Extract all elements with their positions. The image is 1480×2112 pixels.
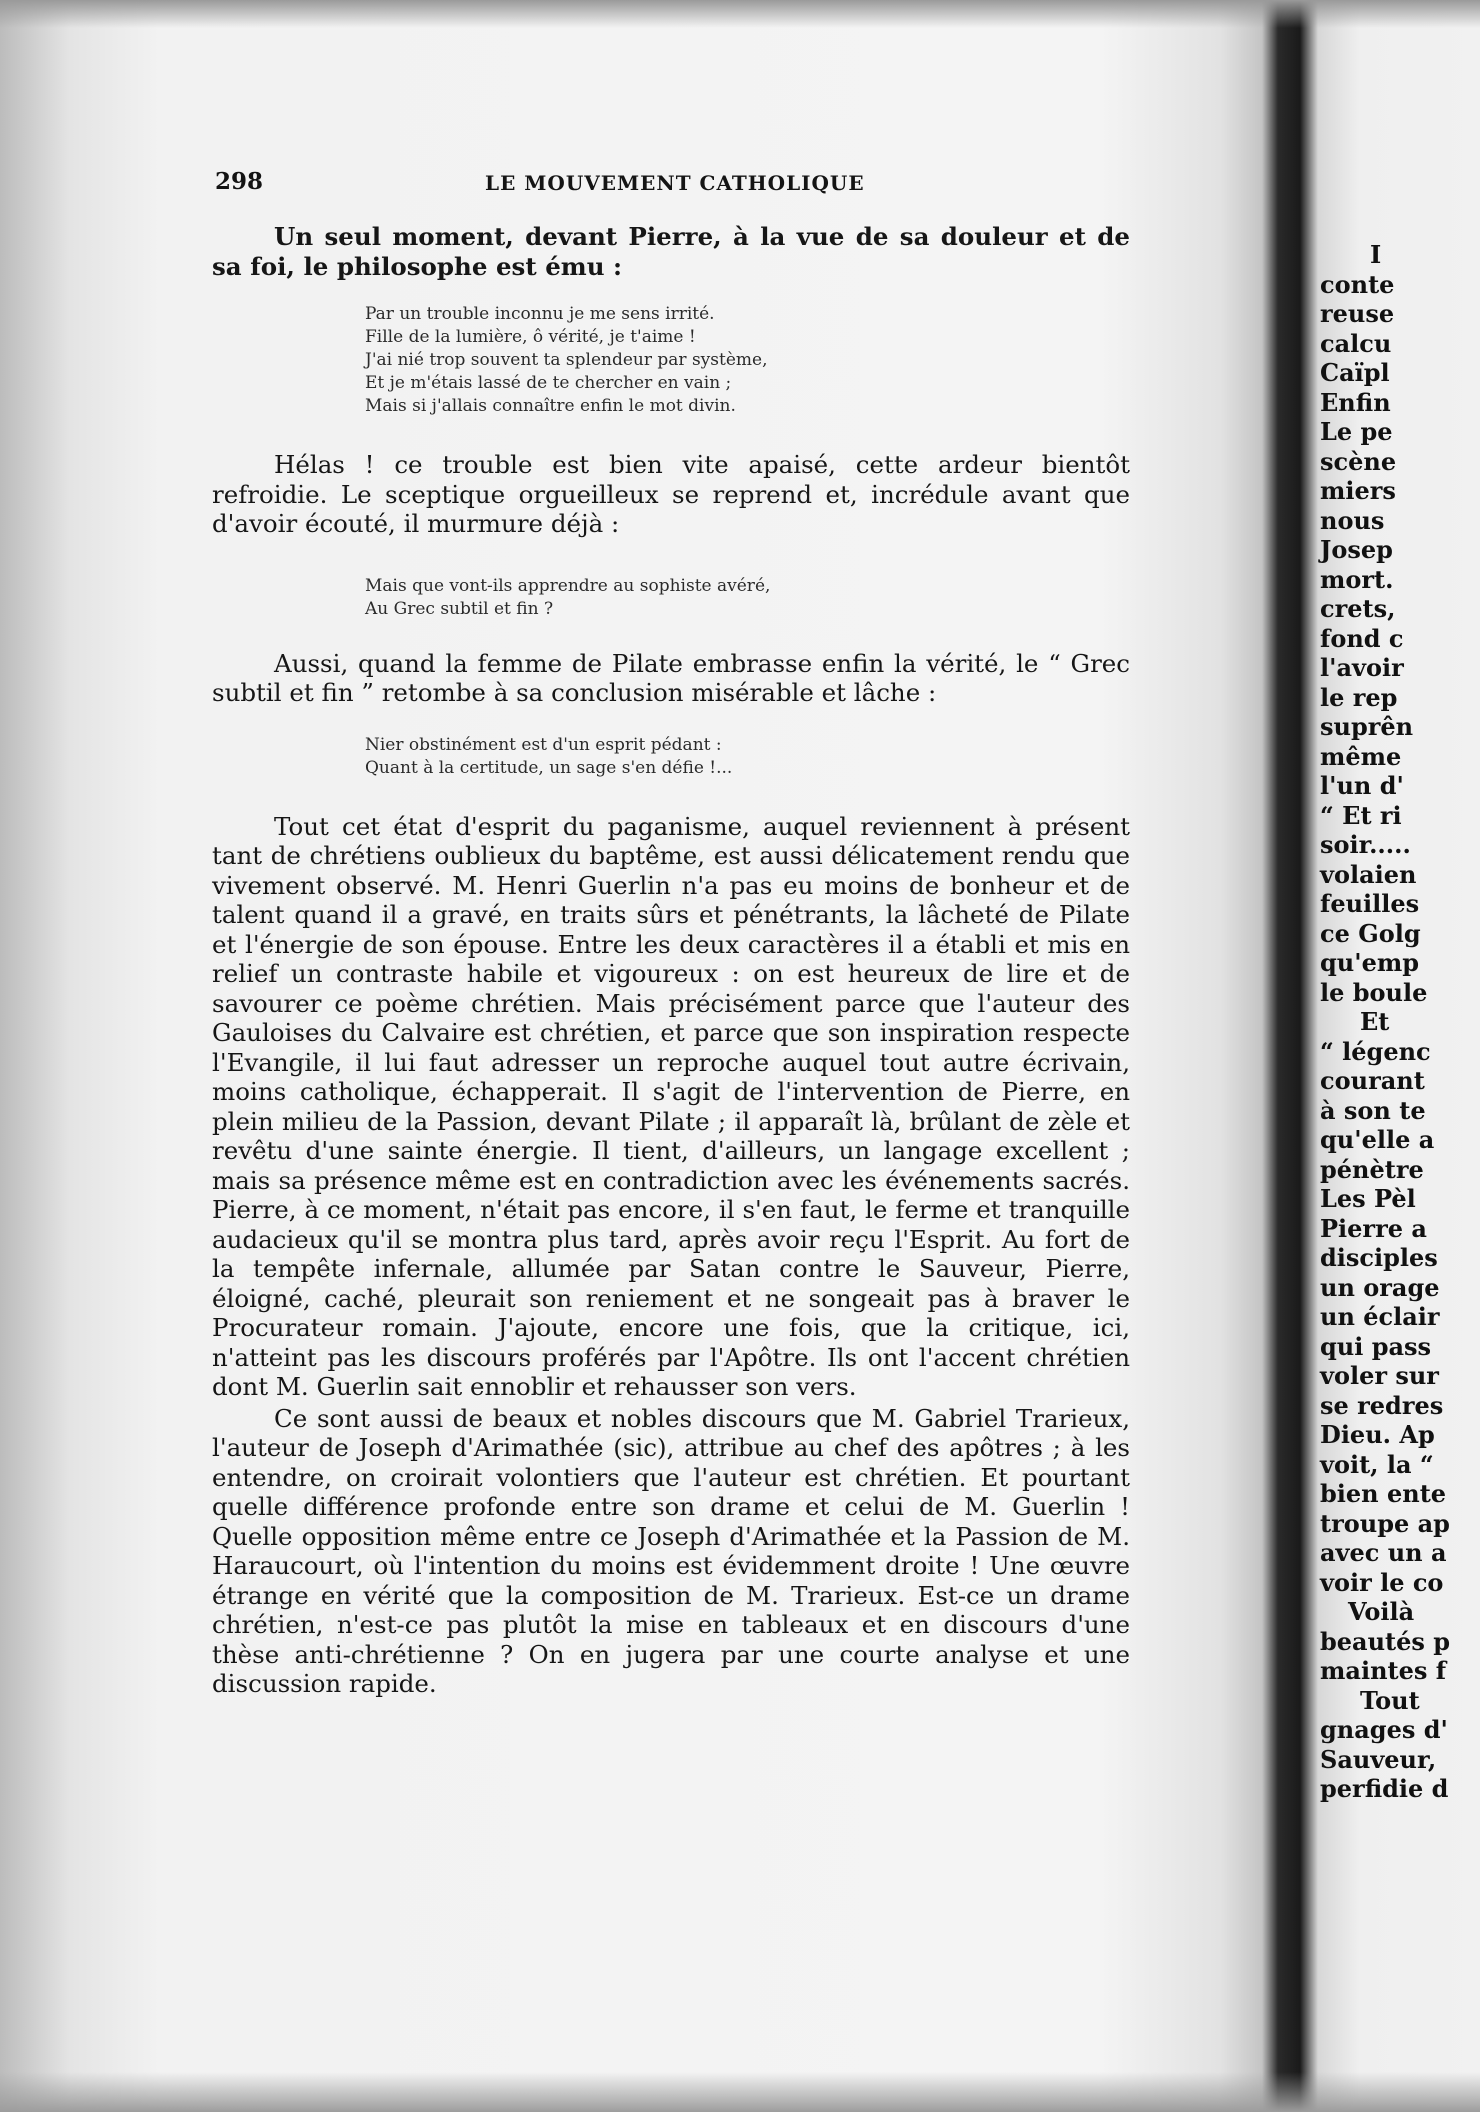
right-page-line: crets, bbox=[1320, 594, 1396, 623]
right-page-line: se redres bbox=[1320, 1390, 1444, 1420]
right-page-line: voit, la “ bbox=[1320, 1449, 1434, 1479]
right-page-lines bbox=[1320, 240, 1480, 1804]
right-page-line: Et bbox=[1360, 1007, 1390, 1036]
right-page-line: le rep bbox=[1320, 682, 1398, 712]
verse-line: Nier obstinément est d'un esprit pédant : bbox=[365, 734, 722, 755]
right-page-line: Voilà bbox=[1348, 1597, 1415, 1626]
right-page-line: beautés p bbox=[1320, 1626, 1451, 1656]
right-page-line: Le pe bbox=[1320, 417, 1393, 446]
right-page-line: voir le co bbox=[1320, 1567, 1444, 1597]
right-page-line: Les Pèl bbox=[1320, 1184, 1416, 1213]
right-page-line: mort. bbox=[1320, 564, 1394, 594]
right-page-line: qu'emp bbox=[1320, 948, 1420, 977]
right-page-line: miers bbox=[1320, 476, 1396, 505]
right-page-line: nous bbox=[1320, 505, 1385, 535]
verse-line: J'ai nié trop souvent ta splendeur par système, bbox=[365, 350, 768, 370]
right-page-line: Caïpl bbox=[1320, 358, 1390, 387]
paragraph-5: Ce sont aussi de beaux et nobles discours que M. Gabriel Trarieux, l'auteur de Joseph d'Arimathée (sic), attribue au chef des apôtres ; à les entendre, on croirait volontiers que l'auteur est chrétien. Et pourtant quelle différence profonde entre son drame et celui de M. Guerlin ! Quelle opposition même entre ce Joseph d'Arimathée et la Passion de M. Haraucourt, où l'intention du moins est évidemment droite ! Une œuvre étrange en vérité que la composition de M. Trarieux. Est-ce un drame chrétien, n'est-ce pas plutôt la mise en tableaux et en discours d'une thèse anti-chrétienne ? On en jugera par une courte analyse et une discussion rapide. bbox=[212, 1403, 1130, 1698]
bottom-edge-shadow bbox=[0, 2072, 1480, 2112]
verse-line: Mais si j'allais connaître enfin le mot divin. bbox=[365, 396, 736, 416]
right-page-line: volaien bbox=[1320, 859, 1417, 889]
verse-line: Quant à la certitude, un sage s'en défie !... bbox=[365, 757, 733, 778]
right-page-line: fond c bbox=[1320, 623, 1404, 653]
right-page-line: Pierre a bbox=[1320, 1213, 1427, 1243]
right-page-line: le boule bbox=[1320, 977, 1428, 1007]
paragraph-4: Tout cet état d'esprit du paganisme, auquel reviennent à présent tant de chrétiens oublieux du baptême, est aussi délicatement rendu que vivement observé. M. Henri Guerlin n'a pas eu moins de bonheur et de talent quand il a gravé, en traits sûrs et pénétrants, la lâcheté de Pilate et l'énergie de son épouse. Entre les deux caractères il a établi et mis en relief un contraste habile et vigoureux : on est heureux de lire et de savourer ce poème chrétien. Mais précisément parce que l'auteur des Gauloises du Calvaire est chrétien, et parce que son inspiration respecte l'Evangile, il lui faut adresser un reproche auquel tout autre écrivain, moins catholique, échapperait. Il s'agit de l'intervention de Pierre, en plein milieu de la Passion, devant Pilate ; il apparaît là, brûlant de zèle et revêtu d'une sainte énergie. Il tient, d'ailleurs, un langage excellent ; mais sa présence même est en contradiction avec les événements sacrés. Pierre, à ce moment, n'était pas encore, il s'en faut, le ferme et tranquille audacieux qu'il se montra plus tard, après avoir reçu l'Esprit. Au fort de la tempête infernale, allumée par Satan contre le Sauveur, Pierre, éloigné, caché, pleurait son reniement et ne songeait pas à braver le Procurateur romain. J'ajoute, encore une fois, que la critique, ici, n'atteint pas les discours proférés par l'Apôtre. Ils ont l'accent chrétien dont M. Guerlin sait ennoblir et rehausser son vers. bbox=[212, 811, 1130, 1401]
right-page-line: “ Et ri bbox=[1320, 800, 1402, 830]
right-page-line: qui pass bbox=[1320, 1331, 1432, 1361]
right-page-line: maintes f bbox=[1320, 1656, 1447, 1685]
verse-block-1 bbox=[365, 303, 1130, 418]
right-page-line: un orage bbox=[1320, 1272, 1440, 1302]
right-page-line: suprên bbox=[1320, 712, 1414, 741]
page-body bbox=[212, 222, 1130, 1699]
verse-line: Fille de la lumière, ô vérité, je t'aime ! bbox=[365, 327, 696, 347]
right-page-line: Dieu. Ap bbox=[1320, 1420, 1435, 1449]
right-page-line: à son te bbox=[1320, 1095, 1426, 1125]
right-page-line: disciples bbox=[1320, 1243, 1438, 1272]
right-page-line: calcu bbox=[1320, 328, 1392, 358]
right-page-line: Enfin bbox=[1320, 387, 1391, 417]
right-page-line: même bbox=[1320, 741, 1402, 771]
verse-block-2 bbox=[365, 575, 1130, 621]
verse-line: Mais que vont-ils apprendre au sophiste avéré, bbox=[365, 575, 771, 596]
right-page-line: I bbox=[1370, 240, 1382, 269]
right-page-line: voler sur bbox=[1320, 1361, 1439, 1390]
right-page-line: bien ente bbox=[1320, 1479, 1447, 1508]
right-page-line: avec un a bbox=[1320, 1538, 1447, 1567]
right-page-line: scène bbox=[1320, 446, 1397, 476]
right-page-line: perfidie d bbox=[1320, 1774, 1449, 1803]
right-page-line: “ légenc bbox=[1320, 1036, 1431, 1066]
right-page-line: gnages d' bbox=[1320, 1715, 1448, 1744]
right-page-line: conte bbox=[1320, 269, 1395, 299]
right-page-line: un éclair bbox=[1320, 1302, 1440, 1331]
right-page-line: troupe ap bbox=[1320, 1508, 1450, 1538]
right-page-line: l'avoir bbox=[1320, 653, 1404, 682]
verse-block-3 bbox=[365, 734, 1130, 780]
paragraph-1: Un seul moment, devant Pierre, à la vue de sa douleur et de sa foi, le philosophe est ému : bbox=[212, 222, 1130, 281]
right-page-line: Tout bbox=[1360, 1685, 1420, 1715]
right-page-line: feuilles bbox=[1320, 889, 1420, 918]
right-page-line: reuse bbox=[1320, 299, 1395, 328]
page-header bbox=[215, 168, 1135, 198]
page-number: 298 bbox=[215, 168, 264, 195]
right-page-line: ce Golg bbox=[1320, 918, 1421, 948]
paragraph-2: Hélas ! ce trouble est bien vite apaisé, cette ardeur bientôt refroidie. Le sceptique orgueilleux se reprend et, incrédule avant que d'avoir écouté, il murmure déjà : bbox=[212, 450, 1130, 538]
right-page-line: qu'elle a bbox=[1320, 1125, 1435, 1154]
running-title: LE MOUVEMENT CATHOLIQUE bbox=[485, 171, 865, 195]
right-page-line: soir..... bbox=[1320, 830, 1411, 859]
right-page-line: pénètre bbox=[1320, 1154, 1424, 1184]
verse-line: Par un trouble inconnu je me sens irrité. bbox=[365, 304, 715, 324]
right-page-line: courant bbox=[1320, 1066, 1425, 1095]
paragraph-3: Aussi, quand la femme de Pilate embrasse enfin la vérité, le “ Grec subtil et fin ” retombe à sa conclusion misérable et lâche : bbox=[212, 648, 1130, 707]
verse-line: Au Grec subtil et fin ? bbox=[365, 598, 554, 619]
right-page-line: Sauveur, bbox=[1320, 1744, 1437, 1774]
right-page-fragment bbox=[1318, 0, 1480, 2112]
right-page-line: Josep bbox=[1320, 535, 1393, 564]
verse-line: Et je m'étais lassé de te chercher en vain ; bbox=[365, 373, 732, 393]
right-page-line: l'un d' bbox=[1320, 771, 1404, 800]
